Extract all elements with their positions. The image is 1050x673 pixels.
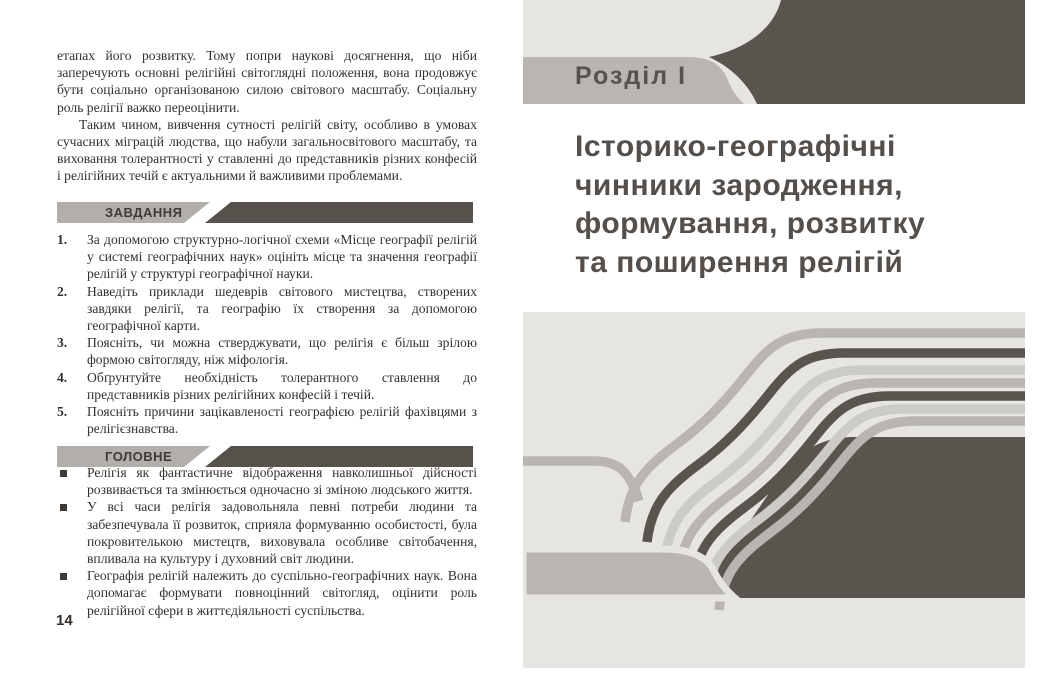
task-text: Поясніть, чи можна стверджувати, що релігія є більш зрілою формою світогляду, ніж міфологія. (87, 335, 477, 368)
chapter-title-line: чинники зародження, (575, 168, 903, 202)
left-page (0, 0, 523, 668)
list-item (57, 498, 477, 567)
tasks-list (57, 231, 477, 437)
bullet-square-icon (60, 504, 67, 511)
bullet-square-icon (60, 573, 67, 580)
tasks-banner (57, 202, 473, 223)
task-number: 2. (57, 283, 68, 299)
decorative-stripes-graphic (523, 312, 1025, 668)
intro-paragraphs (57, 47, 477, 185)
main-banner-label: ГОЛОВНЕ (105, 449, 173, 464)
task-number: 5. (57, 404, 68, 420)
task-item (57, 334, 477, 368)
chapter-title-line: та поширення релігій (575, 245, 904, 279)
list-item (57, 464, 477, 498)
bullet-square-icon (60, 470, 67, 477)
stripes-art (523, 312, 1025, 668)
chapter-header-graphic (523, 0, 1025, 105)
right-page-chapter-opener (523, 0, 1025, 668)
task-number: 4. (57, 369, 68, 385)
main-point-text: Географія релігій належить до суспільно-географічних наук. Вона допомагає формувати повноцінний світогляд, оцінити роль релігійної сфери в життєдіяльності суспільства. (87, 568, 477, 618)
task-item (57, 283, 477, 335)
chapter-title (575, 128, 995, 282)
chapter-title-line: формування, розвитку (575, 207, 926, 240)
tasks-banner-label: ЗАВДАННЯ (105, 205, 183, 220)
task-number: 3. (57, 335, 68, 351)
list-item (57, 567, 477, 619)
task-number: 1. (57, 232, 68, 247)
paragraph: Таким чином, вивчення сутності релігій світу, особливо в умовах сучасних міграцій людства, що набули загальносвітового масштабу, та виховання толерантності у ставленні до представників різних конфесій і релігійних течій є актуальними й важливими проблемами. (57, 116, 477, 184)
main-point-text: У всі часи релігія задовольняла певні потреби людини та забезпечувала її розвиток, сприяла формуванню особистості, була покровителькою мистецтв, виховувала особливе світобачення, впливала на культуру і духовний світ людини. (87, 499, 477, 567)
page-number: 14 (56, 612, 73, 629)
task-text: За допомогою структурно-логічної схеми «Місце географії релігій у системі географічних наук» оцініть місце та значення географії релігій у структурі географічної науки. (87, 232, 477, 282)
task-item (57, 231, 477, 283)
task-text: Обґрунтуйте необхідність толерантного ставлення до представників різних релігійних конфесій і течій. (87, 369, 477, 402)
paragraph: етапах його розвитку. Тому попри наукові досягнення, що ніби заперечують основні релігійні світоглядні положення, вона продовжує бути соціально організованою силою світового масштабу. Соціальну роль релігії важко переоцінити. (57, 48, 477, 115)
task-text: Поясніть причини зацікавленості географією релігій фахівцями з релігієзнавства. (87, 404, 477, 437)
main-point-text: Релігія як фантастичне відображення навколишньої дійсності розвивається та змінюється одночасно зі зміною людського життя. (87, 465, 477, 498)
main-points-list (57, 464, 477, 619)
task-text: Наведіть приклади шедеврів світового мистецтва, створених завдяки релігії, та географію їх створення за допомогою географічної карти. (87, 283, 477, 334)
chapter-label: Розділ I (575, 62, 688, 90)
task-item (57, 403, 477, 437)
task-item (57, 369, 477, 403)
chapter-title-line: Історико-географічні (575, 130, 896, 163)
